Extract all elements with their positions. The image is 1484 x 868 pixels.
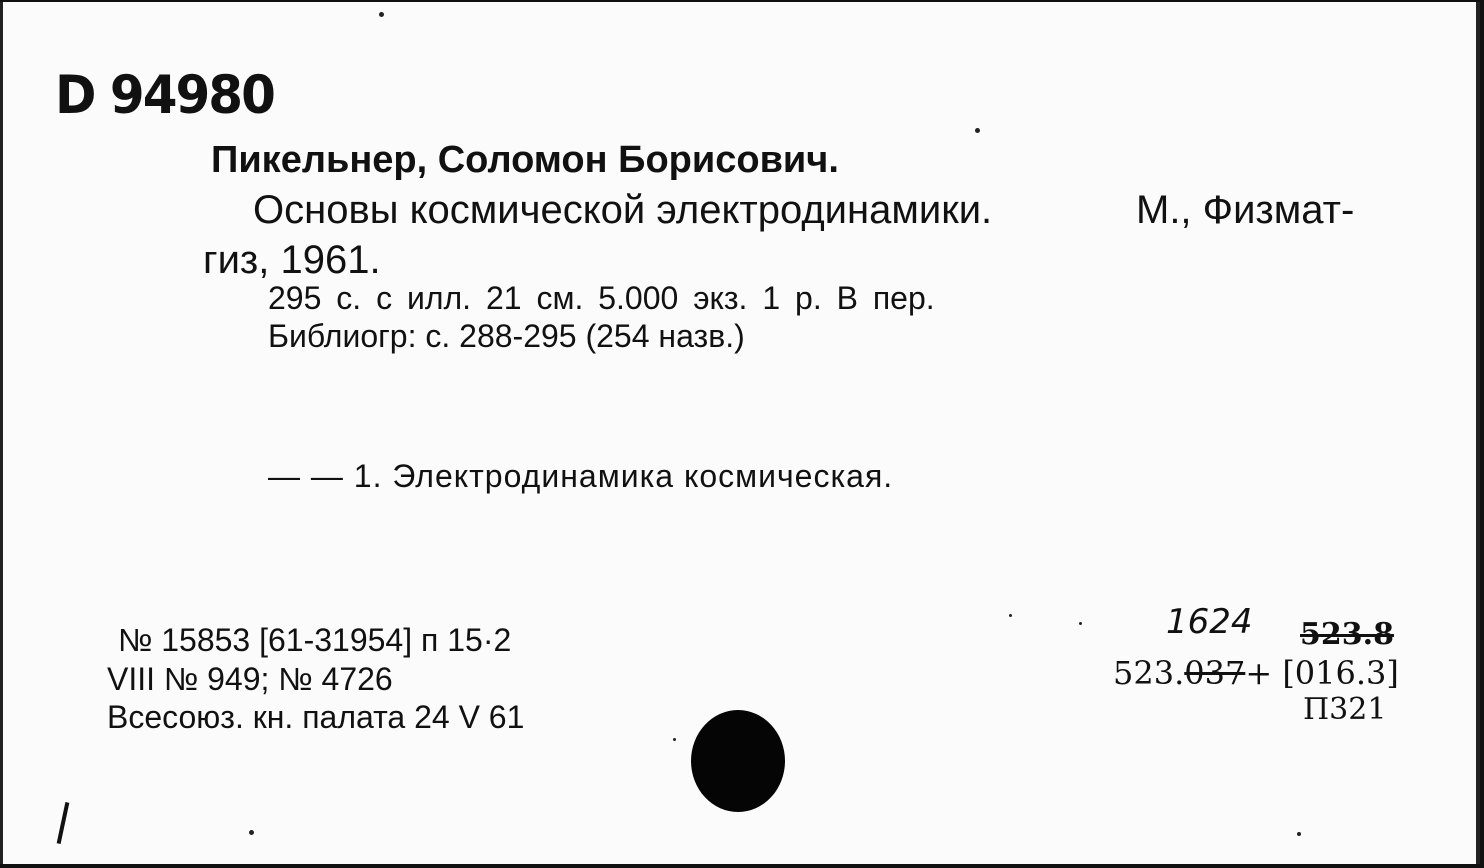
catalog-reference: VIII № 949; № 4726: [107, 661, 393, 697]
subject-heading: — — 1. Электродинамика космическая.: [268, 458, 894, 494]
physical-description: 295 с. с илл. 21 см. 5.000 экз. 1 р. В пер.: [268, 280, 935, 316]
chamber-imprint: Всесоюз. кн. палата 24 V 61: [107, 699, 525, 735]
catalog-card: [0, 2, 1480, 864]
book-title: Основы космической электродинамики.: [253, 188, 993, 232]
shelf-mark: П321: [1303, 692, 1387, 727]
speck: [1009, 614, 1012, 617]
handwritten-note: 1624: [1166, 602, 1253, 642]
class-crossed-part: 037: [1184, 654, 1246, 692]
pen-mark: [57, 802, 70, 844]
registration-number: № 15853 [61-31954] п 15·2: [118, 622, 512, 658]
author-name: Пикельнер, Соломон Борисович.: [211, 139, 839, 181]
publisher-place: М., Физмат-: [1136, 188, 1355, 232]
speck: [379, 12, 384, 17]
inventory-number: D 94980: [55, 64, 274, 126]
class-prefix: 523.: [1113, 654, 1185, 692]
publisher-year: гиз, 1961.: [203, 238, 381, 282]
speck: [1079, 622, 1082, 625]
speck: [673, 738, 676, 741]
speck: [249, 830, 254, 835]
bibliography-note: Библиогр: с. 288-295 (254 назв.): [268, 318, 745, 354]
classification-code: [1113, 654, 1399, 692]
class-suffix: + [016.3]: [1245, 654, 1399, 692]
speck: [1297, 832, 1301, 836]
punch-hole: [691, 710, 785, 812]
classification-crossed: 523.8: [1300, 617, 1394, 652]
speck: [975, 128, 980, 133]
